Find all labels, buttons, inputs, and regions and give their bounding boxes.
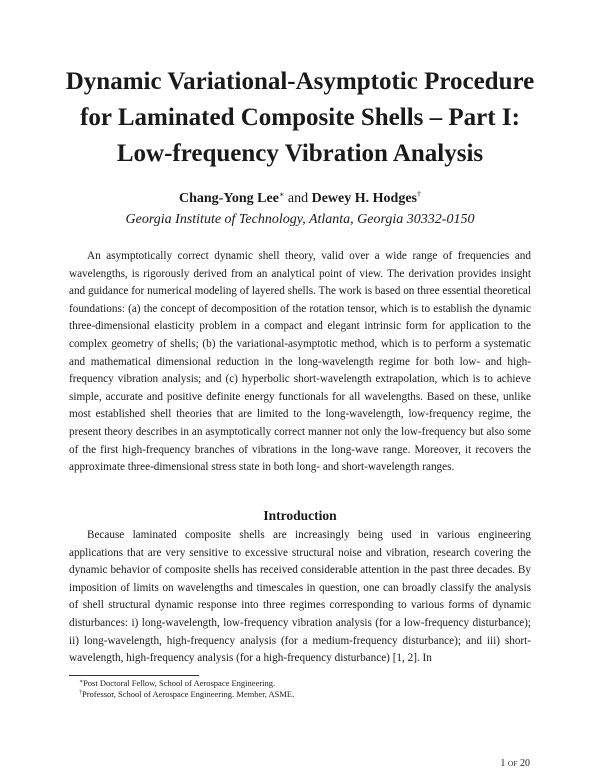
footnote-text-2: Professor, School of Aerospace Engineering. Member, ASME. bbox=[82, 689, 295, 699]
section-heading-introduction: Introduction bbox=[263, 508, 337, 523]
footnote-rule bbox=[69, 675, 199, 676]
page-current: 1 bbox=[500, 758, 506, 769]
author-name-2: Dewey H. Hodges bbox=[311, 191, 417, 206]
title-line-1: Dynamic Variational-Asymptotic Procedure bbox=[65, 68, 535, 95]
footnote-2 bbox=[79, 688, 529, 700]
author-mark-2: † bbox=[417, 190, 421, 199]
affiliation: Georgia Institute of Technology, Atlanta, Georgia 30332-0150 bbox=[125, 212, 475, 227]
footnote-text-1: Post Doctoral Fellow, School of Aerospace Engineering. bbox=[83, 678, 276, 688]
page-of-label: OF bbox=[507, 759, 518, 768]
page-total: 20 bbox=[520, 758, 530, 769]
footnote-mark-1: ∗ bbox=[79, 679, 84, 685]
author-line bbox=[40, 190, 560, 208]
footnote-mark-2: † bbox=[79, 690, 82, 696]
author-name-1: Chang-Yong Lee bbox=[178, 191, 279, 206]
author-conjunction: and bbox=[287, 191, 309, 206]
abstract-paragraph: An asymptotically correct dynamic shell theory, valid over a wide range of frequencies and wavelengths, is rigorously derived from an analytical point of view. The derivation provides insight and guidance for numerical modeling of layered shells. The work is based on three essential theoretical foundations: (a) the concept of decomposition of the rotation tensor, which is to establish the dynamic three-dimensional elasticity problem in a compact and elegant intrinsic form for application to the complex geometry of shells; (b) the variational-asymptotic method, which is to perform a systematic and mathematical dimensional reduction in the long-wavelength regime for both low- and high-frequency vibration analysis; and (c) hyperbolic short-wavelength extrapolation, which is to achieve simple, accurate and positive definite energy functionals for all wavelengths. Based on these, unlike most established shell theories that are limited to the long-wavelength, low-frequency regime, the present theory describes in an asymptotically correct manner not only the low-frequency but also some of the first high-frequency branches of vibrations in the long-wave range. Moreover, it recovers the approximate three-dimensional stress state in both long- and short-wavelength ranges. bbox=[69, 250, 531, 474]
title-line-3: Low-frequency Vibration Analysis bbox=[116, 140, 484, 167]
paper-title bbox=[40, 64, 560, 172]
author-mark-1: ∗ bbox=[278, 190, 285, 199]
page-number bbox=[500, 758, 530, 770]
title-line-2: for Laminated Composite Shells – Part I: bbox=[80, 104, 520, 131]
introduction-paragraph: Because laminated composite shells are increasingly being used in various engineering applications that are very sensitive to excessive structural noise and vibration, research covering the dynamic behavior of composite shells has received considerable attention in the past three decades. By imposition of limits on wavelengths and timescales in question, one can broadly classify the analysis of shell structural dynamic response into three regimes corresponding to various forms of dynamic disturbances: i) long-wavelength, low-frequency vibration analysis (for a low-frequency disturbance); ii) long-wavelength, high-frequency analysis (for a medium-frequency disturbance); and iii) short-wavelength, high-frequency analysis (for a high-frequency disturbance) [1, 2]. In bbox=[69, 529, 531, 665]
